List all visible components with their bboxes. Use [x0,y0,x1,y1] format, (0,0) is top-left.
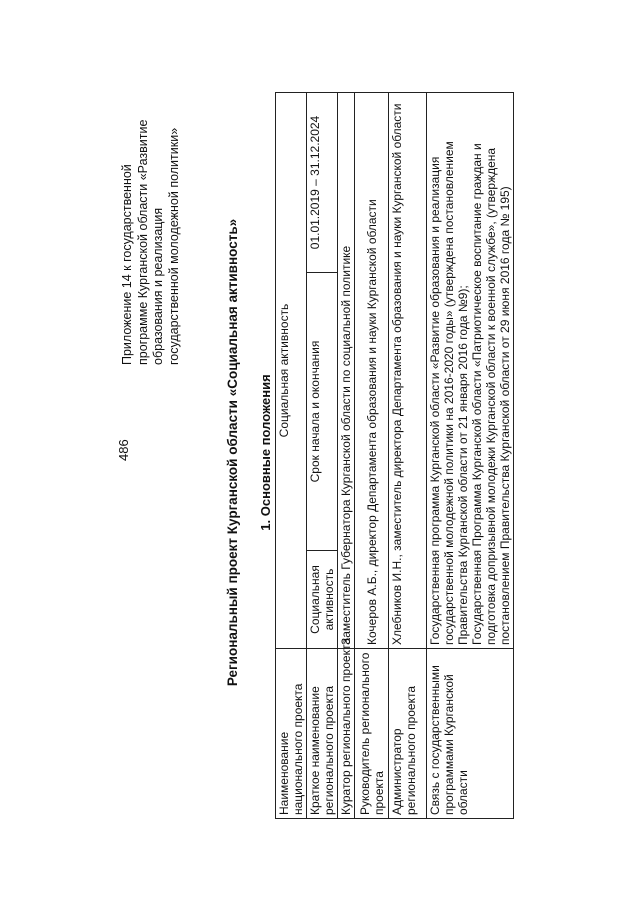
curator-label: Куратор регионального проекта [338,649,355,819]
table-row [307,93,338,819]
table-row [355,93,389,819]
appendix-line: государственной молодежной политики» [166,127,181,365]
national-project-label: Наименование национального проекта [276,649,307,819]
head-label: Руководитель регионального проекта [355,649,389,819]
curator-value: Заместитель Губернатора Курганской области по социальной политике [338,93,355,649]
short-name-value: Социальная активность [307,551,338,649]
short-name-label: Краткое наименование регионального проекта [307,649,338,819]
table-row [276,93,307,819]
national-project-value: Социальная активность [276,93,307,649]
appendix-line: программе Курганской области «Развитие [135,119,150,365]
main-provisions-table [275,92,514,819]
table-row [338,93,355,819]
document-title: Региональный проект Курганской области «Социальная активность» [225,218,240,687]
administrator-value: Хлебников И.Н., заместитель директора Департамента образования и науки Курганской области [389,93,427,649]
appendix-line: Приложение 14 к государственной [120,164,134,365]
state-programs-value [427,93,514,649]
state-program-1: Государственная программа Курганской области «Развитие образования и реализация государственной молодежной политики на 2016-2020 годы» (утверждена постановлением Правительства Курганской области от 21 января 2016 года №9); [428,141,470,645]
appendix-note [120,65,182,365]
term-label: Срок начала и окончания [307,273,338,551]
term-value: 01.01.2019 – 31.12.2024 [307,93,338,273]
state-program-2: Государственная Программа Курганской области «Патриотическое воспитание граждан и подготовка допризывной молодежи Курганской области к военной службе», (утверждена постановлением Правительства Курганской области от 29 июня 2016 года № 195) [470,143,512,645]
page-number: 486 [116,439,131,461]
table-row [389,93,427,819]
appendix-line: образования и реализация [151,207,165,365]
head-value: Кочеров А.Б., директор Департамента образования и науки Курганской области [355,93,389,649]
state-programs-label: Связь с государственными программами Курганской области [427,649,514,819]
section-title: 1. Основные положения [258,374,273,531]
administrator-label: Администратор регионального проекта [389,649,427,819]
table-row [427,93,514,819]
